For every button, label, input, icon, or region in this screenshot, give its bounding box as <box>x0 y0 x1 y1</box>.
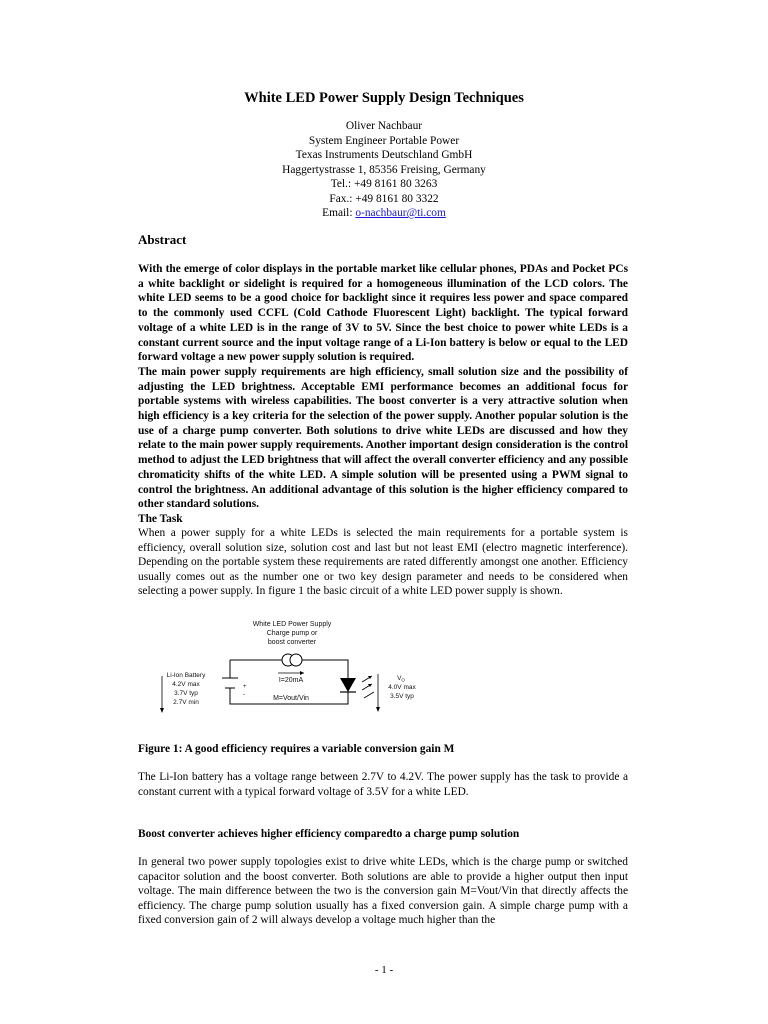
author-address: Haggertystrasse 1, 85356 Freising, Germany <box>282 163 486 176</box>
author-name: Oliver Nachbaur <box>345 120 423 132</box>
author-email-line <box>0 206 768 221</box>
output-voltage-arrowhead-icon <box>376 707 380 712</box>
abstract-heading: Abstract <box>138 232 187 247</box>
paper-title: White LED Power Supply Design Techniques <box>244 90 524 106</box>
output-voltage-label: $V_O$ <box>397 675 405 683</box>
box-title-line-2: Charge pump or <box>266 630 318 637</box>
light-emission-icon <box>362 676 374 698</box>
figure-caption: Figure 1: A good efficiency requires a variable conversion gain M <box>138 743 455 755</box>
author-company: Texas Instruments Deutschland GmbH <box>295 149 473 161</box>
output-voltage-max: 4.0V max <box>388 684 416 691</box>
battery-min: 2.7V min <box>173 699 199 706</box>
battery-icon <box>222 678 238 688</box>
author-tel: Tel.: +49 8161 80 3263 <box>330 178 438 190</box>
battery-voltage-arrowhead-icon <box>160 708 164 713</box>
battery-typ: 3.7V typ <box>174 690 198 697</box>
led-diode-icon <box>340 678 356 692</box>
abstract-paragraph-1: With the emerge of color displays in the portable market like cellular phones, PDAs and Pocket PCs a white backlight or sidelight is required for a homogeneous illumination of the LCD colors. The white LED seems to be a good choice for backlight since it requires less power and space compared to the commonly used CCFL (Cold Cathode Fluorescent Light) backlight. The typical forward voltage of a white LED is in the range of 3V to 5V. Since the best choice to power white LEDs is a constant current source and the input voltage range of a Li-Ion battery is below or equal to the LED forward voltage a new power supply solution is required. <box>138 263 628 364</box>
author-role: System Engineer Portable Power <box>308 134 460 147</box>
gain-label: M=Vout/Vin <box>273 695 309 702</box>
page-number: - 1 - <box>374 964 394 976</box>
abstract-paragraph-2: The main power supply requirements are high efficiency, small solution size and the possibility of adjusting the LED brightness. Acceptable EMI performance becomes an additional focus for portable systems with wireless capabilities. The boost converter is a very attractive solution when high efficiency is a key criteria for the selection of the power supply. Another popular solution is the use of a charge pump converter. Both solutions to drive white LEDs are discussed and how they relate to the main power supply requirements. Another important design consideration is the control method to adjust the LED brightness that will affect the overall converter efficiency and any possible chromaticity shifts of the white LED. A simple solution will be presented using a PWM signal to control the brightness. An additional advantage of this solution is the higher efficiency compared to other standard solutions. <box>138 365 628 511</box>
battery-label: Li-Ion Battery <box>166 672 206 679</box>
box-title-line-1: White LED Power Supply <box>252 621 332 628</box>
author-block <box>0 119 768 221</box>
circuit-diagram <box>150 618 450 738</box>
box-title-line-3: boost converter <box>267 639 317 646</box>
task-heading: The Task <box>138 513 183 525</box>
output-voltage-typ: 3.5V typ <box>390 693 414 700</box>
current-label: I=20mA <box>278 677 304 684</box>
battery-plus-sign: + <box>243 684 247 690</box>
liion-paragraph: The Li-Ion battery has a voltage range between 2.7V to 4.2V. The power supply has the task to provide a constant current with a typical forward voltage of 3.5V for a white LED. <box>138 771 628 798</box>
current-arrowhead-icon <box>300 671 304 675</box>
task-paragraph: When a power supply for a white LEDs is selected the main requirements for a portable system is efficiency, overall solution size, solution cost and last but not least EMI (electro magnetic interference). Depending on the portable system these requirements are rated differently amongst one another. Efficiency usually comes out as the number one or two key design parameter and needs to be considered when selecting a power supply. In figure 1 the basic circuit of a white LED power supply is shown. <box>138 527 628 598</box>
email-link[interactable]: o-nachbaur@ti.com <box>355 207 446 219</box>
author-fax: Fax.: +49 8161 80 3322 <box>329 192 439 205</box>
battery-minus-sign: - <box>243 692 245 698</box>
current-source-icon <box>282 654 302 666</box>
abstract-body <box>138 262 628 512</box>
battery-max: 4.2V max <box>172 681 200 688</box>
general-paragraph: In general two power supply topologies exist to drive white LEDs, which is the charge pump or switched capacitor solution and the boost converter. Both solutions are able to provide a higher output then input voltage. The main difference between the two is the conversion gain M=Vout/Vin that directly affects the efficiency. The charge pump solution usually has a fixed conversion gain. A simple charge pump with a fixed conversion gain of 2 will always develop a voltage much higher than the <box>138 856 628 927</box>
boost-heading: Boost converter achieves higher efficiency comparedto a charge pump solution <box>138 828 520 840</box>
email-label: Email: <box>322 207 356 219</box>
